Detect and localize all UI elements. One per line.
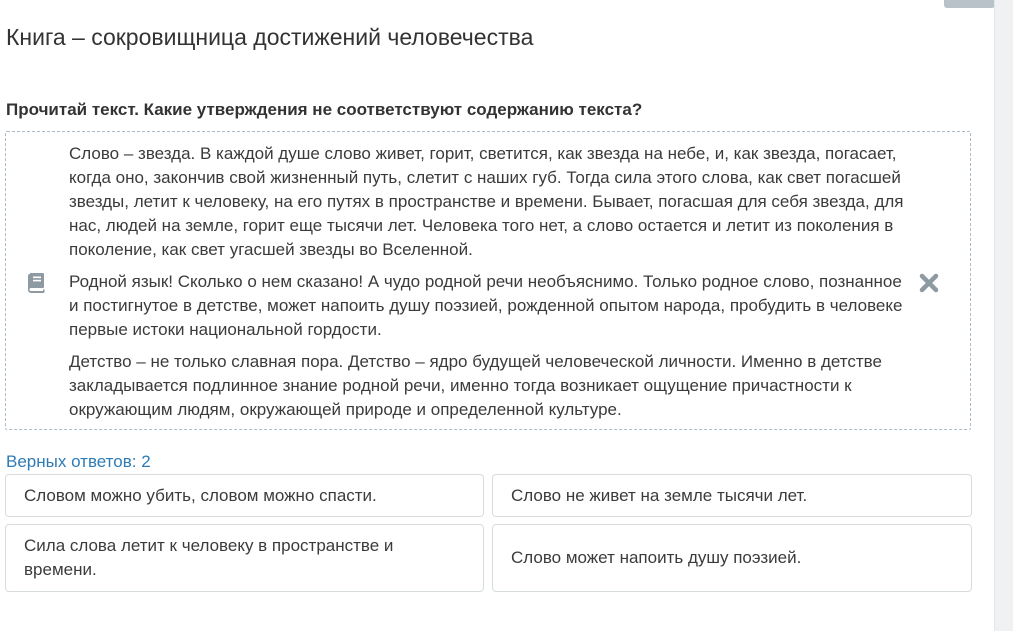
question-prompt: Прочитай текст. Какие утверждения не соответствуют содержанию текста? bbox=[6, 100, 643, 119]
answer-option-label: Слово не живет на земле тысячи лет. bbox=[511, 485, 808, 505]
correct-answers-count: Верных ответов: 2 bbox=[6, 452, 151, 471]
text-paragraph-3: Детство – не только славная пора. Детство – ядро будущей человеческой личности. Именно в детстве закладывается подлинное знание родной речи, именно тогда возникает ощущение причастности к окружающим людям, окружающей природе и определенной культуре. bbox=[69, 352, 882, 419]
text-paragraph-1: Слово – звезда. В каждой душе слово живет, горит, светится, как звезда на небе, и, как звезда, погасает, когда оно, закончив свой жизненный путь, слетит с наших губ. Тогда сила этого слова, как свет погасшей звезды, летит к человеку, на его путях в пространстве и времени. Бывает, погасшая для себя звезда, для нас, людей на земле, горит еще тысячи лет. Человека того нет, а слово остается и летит из поколения в поколение, как свет угасшей звезды во Вселенной. bbox=[69, 144, 904, 259]
text-paragraph-2: Родной язык! Сколько о нем сказано! А чудо родной речи необъяснимо. Только родное слово, познанное и постигнутое в детстве, может напоить душу поэзией, рожденной опытом народа, пробудить в человеке первые истоки национальной гордости. bbox=[69, 272, 903, 339]
close-icon[interactable] bbox=[918, 272, 940, 294]
reading-text-panel bbox=[5, 131, 971, 430]
answer-option-1[interactable] bbox=[5, 474, 484, 517]
answer-option-label: Сила слова летит к человеку в пространстве и времени. bbox=[24, 536, 394, 579]
answer-option-2[interactable] bbox=[492, 474, 972, 517]
reading-text bbox=[69, 142, 909, 430]
lesson-title: Книга – сокровищница достижений человечества bbox=[6, 24, 534, 50]
answer-option-label: Словом можно убить, словом можно спасти. bbox=[24, 485, 377, 505]
answer-option-label: Слово может напоить душу поэзией. bbox=[511, 548, 802, 567]
book-icon bbox=[25, 270, 49, 294]
answer-option-4[interactable] bbox=[492, 524, 972, 592]
scrollbar[interactable] bbox=[994, 0, 1013, 631]
answer-option-3[interactable] bbox=[5, 524, 484, 592]
top-tab[interactable] bbox=[944, 0, 995, 8]
